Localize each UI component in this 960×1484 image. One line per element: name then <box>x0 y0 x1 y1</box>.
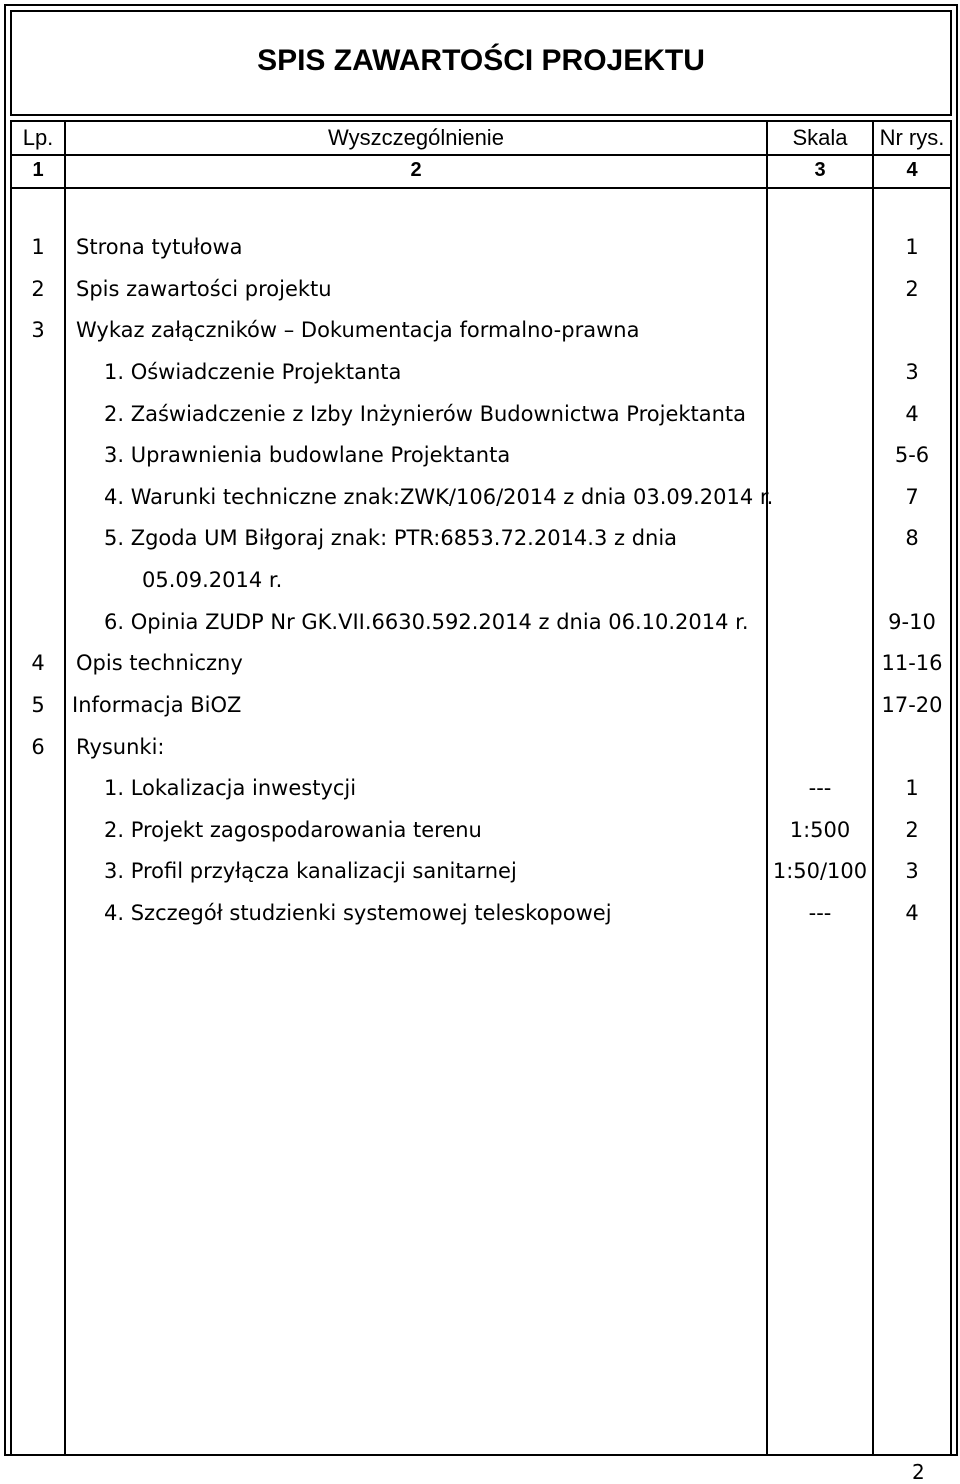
row-lp: 3 <box>31 318 45 342</box>
header-lp: Lp. <box>22 125 54 150</box>
row-lp: 6 <box>31 735 45 759</box>
header-mid-rule <box>10 154 952 156</box>
title-box-bottom <box>10 114 952 116</box>
row-lp: 5 <box>31 693 45 717</box>
col-number-1: 1 <box>32 159 44 181</box>
row-text: 6. Opinia ZUDP Nr GK.VII.6630.592.2014 z dnia 06.10.2014 r. <box>104 610 749 634</box>
header-bottom-rule <box>10 187 952 189</box>
row-fig: 7 <box>905 485 919 509</box>
header-figure-no: Nr rys. <box>879 125 945 150</box>
row-scale: 1:500 <box>789 818 851 842</box>
page-title: SPIS ZAWARTOŚCI PROJEKTU <box>257 44 705 77</box>
frame-left <box>4 4 6 1456</box>
row-text: 5. Zgoda UM Biłgoraj znak: PTR:6853.72.2014.3 z dnia <box>104 526 678 550</box>
row-text: Strona tytułowa <box>76 235 243 259</box>
row-text: 1. Lokalizacja inwestycji <box>104 776 357 800</box>
header-top-rule <box>10 120 952 122</box>
row-text: 2. Projekt zagospodarowania terenu <box>104 818 482 842</box>
row-fig: 1 <box>905 235 919 259</box>
title-box-top <box>10 10 952 12</box>
row-fig: 4 <box>905 901 919 925</box>
row-text: Opis techniczny <box>76 651 243 675</box>
row-lp: 1 <box>31 235 45 259</box>
row-fig: 3 <box>905 360 919 384</box>
row-text: 4. Szczegół studzienki systemowej teleskopowej <box>104 901 612 925</box>
row-fig: 17-20 <box>881 693 943 717</box>
row-lp: 4 <box>31 651 45 675</box>
row-text: 4. Warunki techniczne znak:ZWK/106/2014 z dnia 03.09.2014 r. <box>104 485 774 509</box>
row-fig: 2 <box>905 277 919 301</box>
frame-bottom <box>4 1454 958 1456</box>
col-divider-5 <box>950 120 952 1454</box>
row-text: 05.09.2014 r. <box>142 568 283 592</box>
row-text: Rysunki: <box>76 735 165 759</box>
row-scale: 1:50/100 <box>772 859 868 883</box>
row-fig: 11-16 <box>881 651 943 675</box>
row-text: 1. Oświadczenie Projektanta <box>104 360 402 384</box>
row-text: Spis zawartości projektu <box>76 277 332 301</box>
row-fig: 3 <box>905 859 919 883</box>
header-scale: Skala <box>792 125 848 150</box>
page-number: 2 <box>912 1460 925 1484</box>
row-fig: 2 <box>905 818 919 842</box>
row-fig: 4 <box>905 402 919 426</box>
row-lp: 2 <box>31 277 45 301</box>
row-scale: --- <box>808 901 832 925</box>
row-fig: 9-10 <box>888 610 936 634</box>
row-fig: 5-6 <box>894 443 930 467</box>
row-text: Wykaz załączników – Dokumentacja formalno-prawna <box>76 318 640 342</box>
col-divider-2 <box>64 120 66 1454</box>
header-description: Wyszczególnienie <box>328 125 504 150</box>
col-number-4: 4 <box>906 159 918 181</box>
col-number-3: 3 <box>814 159 826 181</box>
row-text: Informacja BiOZ <box>72 693 242 717</box>
row-text: 2. Zaświadczenie z Izby Inżynierów Budownictwa Projektanta <box>104 402 747 426</box>
row-text: 3. Profil przyłącza kanalizacji sanitarnej <box>104 859 517 883</box>
row-fig: 1 <box>905 776 919 800</box>
frame-top <box>4 4 958 6</box>
frame-right <box>956 4 958 1456</box>
row-fig: 8 <box>905 526 919 550</box>
row-scale: --- <box>808 776 832 800</box>
col-number-2: 2 <box>410 159 422 181</box>
row-text: 3. Uprawnienia budowlane Projektanta <box>104 443 511 467</box>
